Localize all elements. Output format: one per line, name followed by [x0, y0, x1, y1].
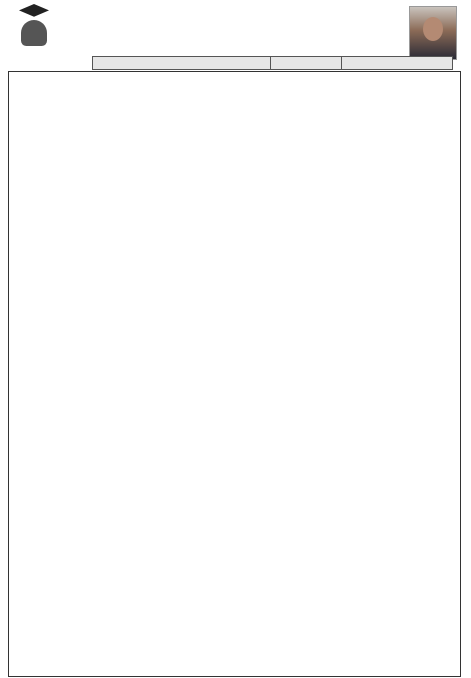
info-bar: [92, 56, 453, 70]
student-photo: [409, 6, 457, 60]
face-shape: [423, 17, 443, 41]
graduate-figure-icon: [21, 20, 47, 46]
graduation-cap-icon: [19, 4, 49, 20]
info-summary: [93, 57, 270, 69]
strengths-table: [8, 71, 461, 677]
info-name: [341, 57, 452, 69]
info-grade: [270, 57, 341, 69]
